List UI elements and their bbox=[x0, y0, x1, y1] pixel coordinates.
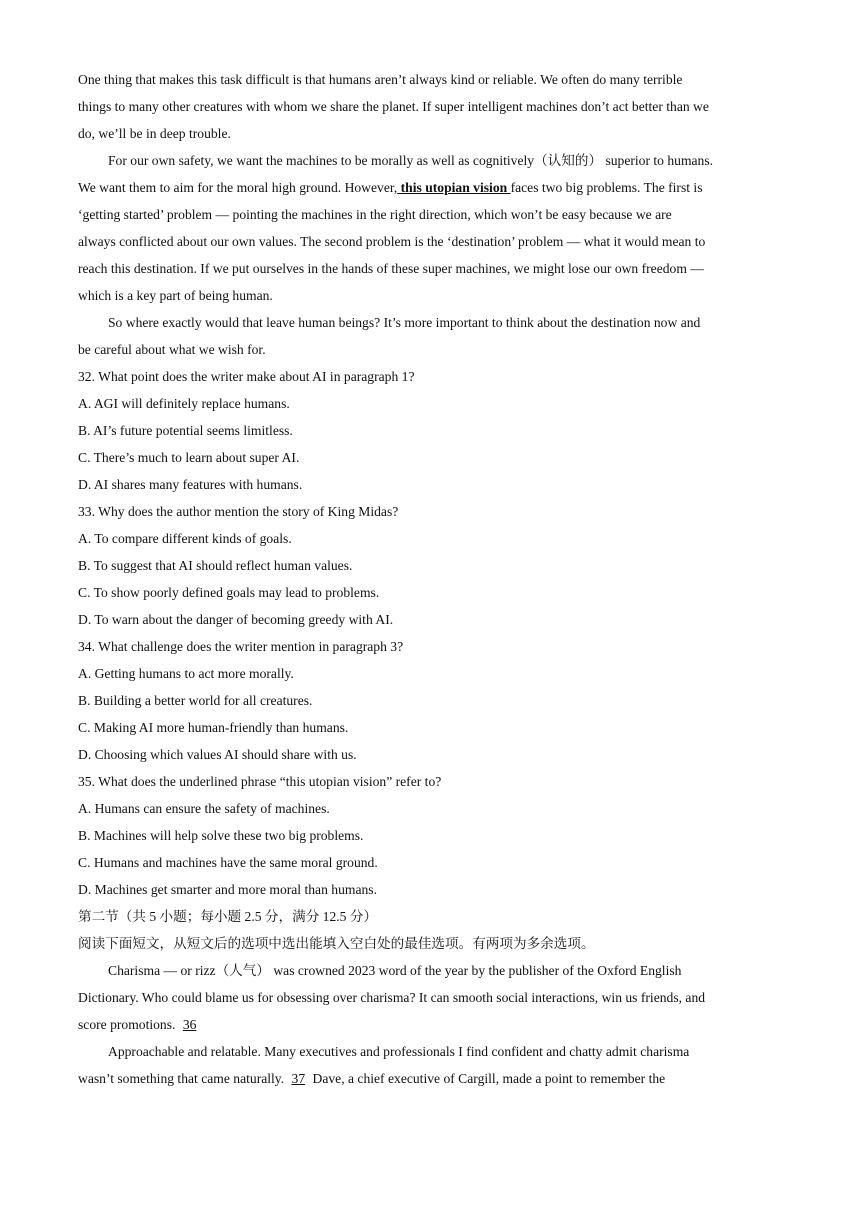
passage-line bbox=[78, 174, 784, 201]
text-span: score promotions. bbox=[78, 1017, 179, 1032]
question-35: 35. What does the underlined phrase “this utopian vision” refer to? bbox=[78, 774, 442, 789]
passage-line bbox=[78, 1065, 784, 1092]
passage-line: things to many other creatures with whom we share the planet. If super intelligent machines don’t act better than we bbox=[78, 99, 709, 114]
passage-line: Charisma — or rizz（人气） was crowned 2023 word of the year by the publisher of the Oxford English bbox=[108, 963, 682, 978]
text-span: faces two big problems. The first is bbox=[510, 180, 703, 195]
section-heading: 第二节（共 5 小题；每小题 2.5 分，满分 12.5 分） bbox=[78, 909, 378, 924]
option-a: A. AGI will definitely replace humans. bbox=[78, 396, 290, 411]
passage-line bbox=[78, 1011, 784, 1038]
passage-line: reach this destination. If we put ourselves in the hands of these super machines, we might lose our own freedom — bbox=[78, 261, 704, 276]
option-a: A. Getting humans to act more morally. bbox=[78, 666, 294, 681]
option-b: B. To suggest that AI should reflect human values. bbox=[78, 558, 353, 573]
option-b: B. Machines will help solve these two big problems. bbox=[78, 828, 364, 843]
underlined-phrase: this utopian vision bbox=[397, 180, 511, 195]
section-instructions: 阅读下面短文，从短文后的选项中选出能填入空白处的最佳选项。有两项为多余选项。 bbox=[78, 936, 595, 951]
question-32: 32. What point does the writer make about AI in paragraph 1? bbox=[78, 369, 415, 384]
document-page bbox=[78, 66, 784, 1092]
option-b: B. Building a better world for all creatures. bbox=[78, 693, 313, 708]
option-c: C. There’s much to learn about super AI. bbox=[78, 450, 300, 465]
passage-line: Dictionary. Who could blame us for obsessing over charisma? It can smooth social interactions, win us friends, and bbox=[78, 990, 706, 1005]
passage-line: So where exactly would that leave human beings? It’s more important to think about the destination now and bbox=[108, 315, 701, 330]
option-c: C. Humans and machines have the same moral ground. bbox=[78, 855, 378, 870]
blank-37: 37 bbox=[291, 1071, 306, 1086]
passage-line: Approachable and relatable. Many executives and professionals I find confident and chatty admit charisma bbox=[108, 1044, 690, 1059]
text-span: We want them to aim for the moral high ground. However, bbox=[78, 180, 398, 195]
option-b: B. AI’s future potential seems limitless. bbox=[78, 423, 293, 438]
option-d: D. AI shares many features with humans. bbox=[78, 477, 303, 492]
option-d: D. Choosing which values AI should share with us. bbox=[78, 747, 357, 762]
passage-line: ‘getting started’ problem — pointing the machines in the right direction, which won’t be easy because we are bbox=[78, 207, 672, 222]
option-a: A. To compare different kinds of goals. bbox=[78, 531, 292, 546]
option-c: C. Making AI more human-friendly than humans. bbox=[78, 720, 349, 735]
question-33: 33. Why does the author mention the story of King Midas? bbox=[78, 504, 399, 519]
option-d: D. To warn about the danger of becoming greedy with AI. bbox=[78, 612, 394, 627]
question-34: 34. What challenge does the writer mention in paragraph 3? bbox=[78, 639, 404, 654]
option-c: C. To show poorly defined goals may lead to problems. bbox=[78, 585, 380, 600]
passage-line: For our own safety, we want the machines to be morally as well as cognitively（认知的） superior to humans. bbox=[108, 153, 714, 168]
passage-line: which is a key part of being human. bbox=[78, 288, 273, 303]
passage-line: do, we’ll be in deep trouble. bbox=[78, 126, 231, 141]
passage-line: be careful about what we wish for. bbox=[78, 342, 266, 357]
text-span: wasn’t something that came naturally. bbox=[78, 1071, 288, 1086]
passage-line: always conflicted about our own values. The second problem is the ‘destination’ problem — what it would mean to bbox=[78, 234, 706, 249]
text-span: Dave, a chief executive of Cargill, made a point to remember the bbox=[309, 1071, 666, 1086]
option-d: D. Machines get smarter and more moral than humans. bbox=[78, 882, 377, 897]
passage-line: One thing that makes this task difficult is that humans aren’t always kind or reliable. We often do many terrible bbox=[78, 72, 683, 87]
blank-36: 36 bbox=[182, 1017, 197, 1032]
option-a: A. Humans can ensure the safety of machines. bbox=[78, 801, 330, 816]
